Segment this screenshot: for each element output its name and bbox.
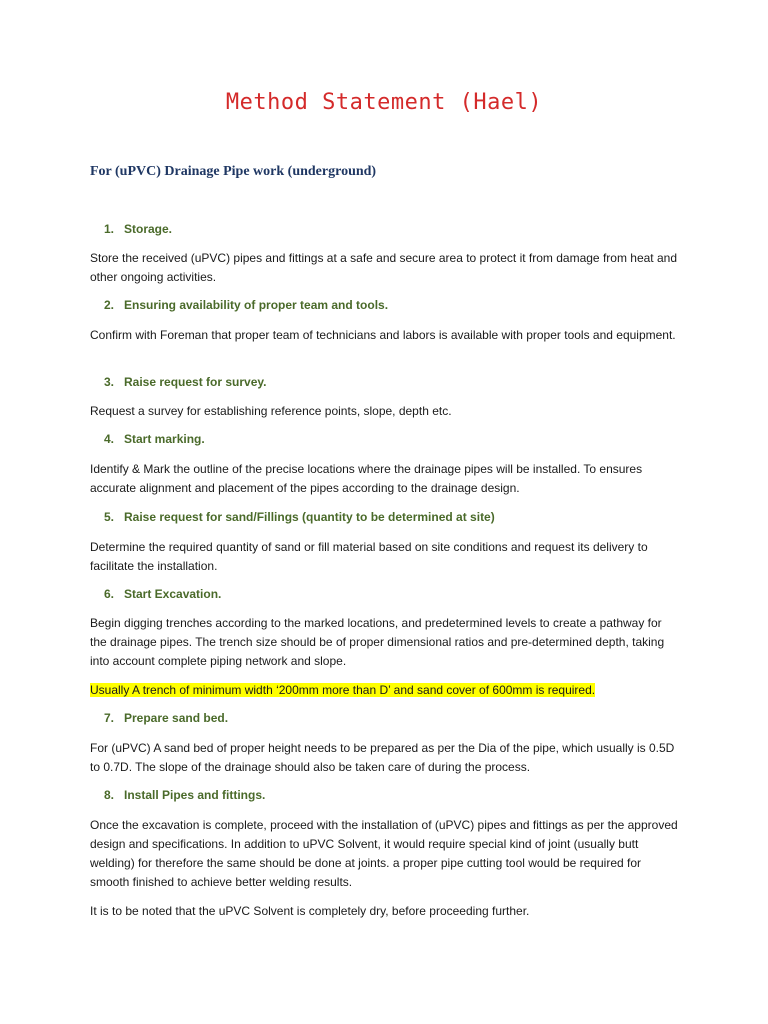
section-4-paragraph: Identify & Mark the outline of the precise locations where the drainage pipes will be installed. To ensures accurate alignment and placement of the pipes according to the drainage design.: [90, 462, 643, 495]
section-title: Storage.: [124, 222, 173, 236]
section-title: Prepare sand bed.: [124, 711, 229, 725]
section-number: 8.: [104, 788, 115, 802]
section-3-paragraph: Request a survey for establishing reference points, slope, depth etc.: [90, 404, 452, 418]
section-3-heading: [104, 375, 267, 389]
section-6-heading: [104, 587, 221, 601]
section-8-paragraph-2: It is to be noted that the uPVC Solvent is completely dry, before proceeding further.: [90, 904, 530, 918]
section-number: 4.: [104, 432, 115, 446]
section-number: 7.: [104, 711, 115, 725]
section-5-paragraph: Determine the required quantity of sand or fill material based on site conditions and request its delivery to facilitate the installation.: [90, 540, 648, 573]
section-6-paragraph: Begin digging trenches according to the marked locations, and predetermined levels to create a pathway for the drainage pipes. The trench size should be of proper dimensional ratios and pre-determined depth, taking into account complete piping network and slope.: [90, 616, 665, 668]
section-title: Start Excavation.: [124, 587, 222, 601]
section-title: Raise request for sand/Fillings (quantity to be determined at site): [124, 510, 495, 524]
section-1-heading: [104, 222, 172, 236]
document-subtitle: For (uPVC) Drainage Pipe work (underground): [90, 164, 377, 179]
section-number: 2.: [104, 298, 115, 312]
section-number: 3.: [104, 375, 115, 389]
section-title: Ensuring availability of proper team and tools.: [124, 298, 389, 312]
document-title: Method Statement (Hael): [225, 90, 543, 115]
section-2-paragraph: Confirm with Foreman that proper team of technicians and labors is available with proper tools and equipment.: [90, 328, 676, 342]
section-7-heading: [104, 711, 228, 725]
section-8-heading: [104, 788, 265, 802]
section-number: 5.: [104, 510, 115, 524]
section-number: 6.: [104, 587, 115, 601]
section-7-paragraph: For (uPVC) A sand bed of proper height needs to be prepared as per the Dia of the pipe, which usually is 0.5D to 0.7D. The slope of the drainage should also be taken care of during the process.: [90, 741, 675, 774]
section-6-highlight-note: [90, 681, 680, 700]
section-title: Start marking.: [124, 432, 205, 446]
section-title: Raise request for survey.: [124, 375, 267, 389]
section-1-paragraph: Store the received (uPVC) pipes and fittings at a safe and secure area to protect it from damage from heat and other ongoing activities.: [90, 251, 677, 284]
section-title: Install Pipes and fittings.: [124, 788, 266, 802]
section-8-paragraph-1: Once the excavation is complete, proceed with the installation of (uPVC) pipes and fittings as per the approved design and specifications. In addition to uPVC Solvent, it would require special kind of joint (usually butt welding) for therefore the same should be done at joints. a proper pipe cutting tool would be required for smooth finished to achieve better welding results.: [90, 818, 678, 889]
section-5-heading: [104, 510, 495, 524]
section-4-heading: [104, 432, 205, 446]
section-2-heading: [104, 298, 388, 312]
section-number: 1.: [104, 222, 115, 236]
highlighted-text: Usually A trench of minimum width ‘200mm more than D’ and sand cover of 600mm is required.: [90, 683, 596, 697]
